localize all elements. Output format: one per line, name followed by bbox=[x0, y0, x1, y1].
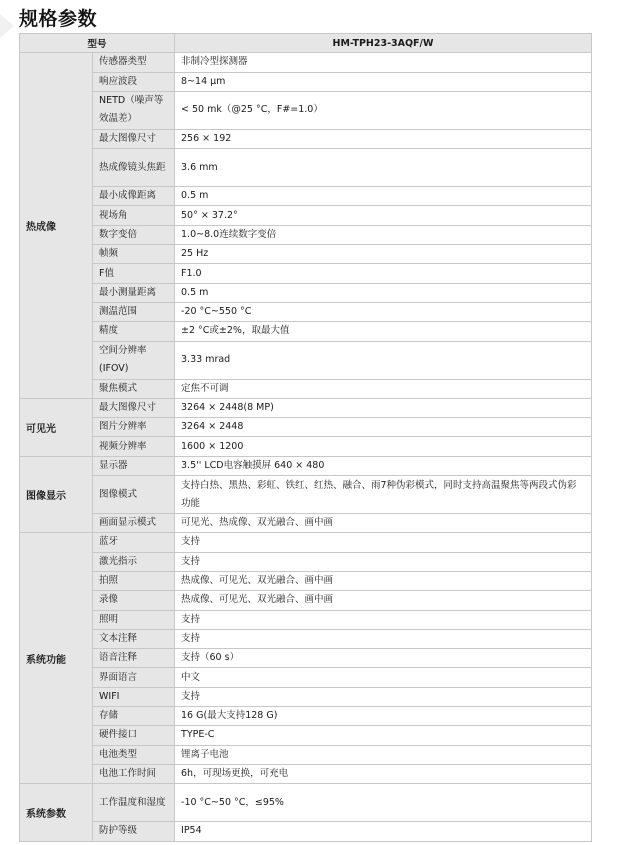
spec-label: 蓝牙 bbox=[93, 533, 175, 552]
spec-table-body bbox=[20, 53, 592, 841]
spec-value: 支持白热、黑热、彩虹、铁红、红热、融合、雨7种伪彩模式，同时支持高温聚焦等两段式伪彩功能 bbox=[175, 476, 592, 514]
spec-label: 存储 bbox=[93, 707, 175, 726]
table-row bbox=[20, 629, 592, 648]
spec-value: 非制冷型探测器 bbox=[175, 53, 592, 72]
spec-label: 图像模式 bbox=[93, 476, 175, 514]
spec-table bbox=[19, 33, 592, 842]
table-row bbox=[20, 610, 592, 629]
spec-label: NETD（噪声等效温差） bbox=[93, 91, 175, 129]
table-row bbox=[20, 687, 592, 706]
spec-label: 帧频 bbox=[93, 245, 175, 264]
spec-label: 硬件接口 bbox=[93, 726, 175, 745]
spec-value: 中文 bbox=[175, 668, 592, 687]
spec-label: 激光指示 bbox=[93, 552, 175, 571]
table-row bbox=[20, 283, 592, 302]
table-row bbox=[20, 225, 592, 244]
spec-value: 可见光、热成像、双光融合、画中画 bbox=[175, 514, 592, 533]
spec-value: 支持 bbox=[175, 533, 592, 552]
spec-label: 工作温度和湿度 bbox=[93, 784, 175, 822]
spec-label: 热成像镜头焦距 bbox=[93, 149, 175, 187]
spec-label: 电池工作时间 bbox=[93, 764, 175, 783]
spec-value: 支持（60 s） bbox=[175, 649, 592, 668]
spec-label: 防护等级 bbox=[93, 822, 175, 841]
spec-value: 8~14 μm bbox=[175, 72, 592, 91]
table-row bbox=[20, 72, 592, 91]
table-row bbox=[20, 91, 592, 129]
table-row bbox=[20, 149, 592, 187]
spec-value: TYPE-C bbox=[175, 726, 592, 745]
spec-label: 照明 bbox=[93, 610, 175, 629]
spec-value: 热成像、可见光、双光融合、画中画 bbox=[175, 591, 592, 610]
spec-value: ±2 °C或±2%，取最大值 bbox=[175, 322, 592, 341]
group-label: 系统参数 bbox=[20, 784, 93, 841]
spec-value: -20 °C~550 °C bbox=[175, 302, 592, 321]
spec-value: 3264 × 2448 bbox=[175, 418, 592, 437]
table-row bbox=[20, 784, 592, 822]
spec-label: 图片分辨率 bbox=[93, 418, 175, 437]
table-row bbox=[20, 129, 592, 148]
table-row bbox=[20, 418, 592, 437]
spec-value: 50° × 37.2° bbox=[175, 206, 592, 225]
spec-label: 传感器类型 bbox=[93, 53, 175, 72]
table-row bbox=[20, 302, 592, 321]
spec-label: 数字变倍 bbox=[93, 225, 175, 244]
spec-label: 最小成像距离 bbox=[93, 187, 175, 206]
table-row bbox=[20, 456, 592, 475]
spec-label: 语音注释 bbox=[93, 649, 175, 668]
spec-value: 25 Hz bbox=[175, 245, 592, 264]
group-label: 可见光 bbox=[20, 398, 93, 456]
table-row bbox=[20, 726, 592, 745]
table-row bbox=[20, 379, 592, 398]
table-row bbox=[20, 822, 592, 841]
table-row bbox=[20, 476, 592, 514]
spec-value: 定焦不可调 bbox=[175, 379, 592, 398]
spec-label: 响应波段 bbox=[93, 72, 175, 91]
spec-label: 文本注释 bbox=[93, 629, 175, 648]
table-row bbox=[20, 398, 592, 417]
table-row bbox=[20, 322, 592, 341]
table-row bbox=[20, 707, 592, 726]
table-header-row bbox=[20, 34, 592, 53]
spec-label: 测温范围 bbox=[93, 302, 175, 321]
table-row bbox=[20, 264, 592, 283]
spec-value: 支持 bbox=[175, 629, 592, 648]
spec-value: 6h，可现场更换，可充电 bbox=[175, 764, 592, 783]
spec-label: 聚焦模式 bbox=[93, 379, 175, 398]
spec-value: 0.5 m bbox=[175, 187, 592, 206]
model-number: HM-TPH23-3AQF/W bbox=[175, 34, 592, 53]
corner-decoration-icon bbox=[0, 8, 16, 44]
spec-label: 电池类型 bbox=[93, 745, 175, 764]
spec-label: 精度 bbox=[93, 322, 175, 341]
group-label: 热成像 bbox=[20, 53, 93, 399]
spec-value: 支持 bbox=[175, 687, 592, 706]
spec-label: 拍照 bbox=[93, 571, 175, 590]
table-row bbox=[20, 53, 592, 72]
spec-value: IP54 bbox=[175, 822, 592, 841]
table-row bbox=[20, 533, 592, 552]
spec-value: 3.6 mm bbox=[175, 149, 592, 187]
spec-label: F值 bbox=[93, 264, 175, 283]
table-row bbox=[20, 649, 592, 668]
spec-value: 3.33 mrad bbox=[175, 341, 592, 379]
table-row bbox=[20, 206, 592, 225]
model-label: 型号 bbox=[20, 34, 175, 53]
spec-label: 最大图像尺寸 bbox=[93, 129, 175, 148]
spec-value: 1.0~8.0连续数字变倍 bbox=[175, 225, 592, 244]
spec-value: 256 × 192 bbox=[175, 129, 592, 148]
spec-label: 视频分辨率 bbox=[93, 437, 175, 456]
spec-label: 视场角 bbox=[93, 206, 175, 225]
spec-label: 画面显示模式 bbox=[93, 514, 175, 533]
table-row bbox=[20, 341, 592, 379]
table-row bbox=[20, 552, 592, 571]
spec-value: 16 G(最大支持128 G) bbox=[175, 707, 592, 726]
spec-label: 录像 bbox=[93, 591, 175, 610]
table-row bbox=[20, 745, 592, 764]
spec-value: 1600 × 1200 bbox=[175, 437, 592, 456]
spec-value: 热成像、可见光、双光融合、画中画 bbox=[175, 571, 592, 590]
table-row bbox=[20, 764, 592, 783]
group-label: 系统功能 bbox=[20, 533, 93, 784]
spec-value: 3264 × 2448(8 MP) bbox=[175, 398, 592, 417]
spec-value: 0.5 m bbox=[175, 283, 592, 302]
spec-label: 最小测量距离 bbox=[93, 283, 175, 302]
spec-label: WIFI bbox=[93, 687, 175, 706]
table-row bbox=[20, 187, 592, 206]
spec-label: 最大图像尺寸 bbox=[93, 398, 175, 417]
table-row bbox=[20, 245, 592, 264]
spec-label: 显示器 bbox=[93, 456, 175, 475]
spec-value: < 50 mk（@25 °C，F#=1.0） bbox=[175, 91, 592, 129]
spec-value: 支持 bbox=[175, 552, 592, 571]
spec-label: 空间分辨率(IFOV) bbox=[93, 341, 175, 379]
table-row bbox=[20, 514, 592, 533]
spec-value: -10 °C~50 °C，≤95% bbox=[175, 784, 592, 822]
table-row bbox=[20, 571, 592, 590]
table-row bbox=[20, 437, 592, 456]
table-row bbox=[20, 591, 592, 610]
spec-value: 锂离子电池 bbox=[175, 745, 592, 764]
spec-label: 界面语言 bbox=[93, 668, 175, 687]
group-label: 图像显示 bbox=[20, 456, 93, 533]
spec-value: F1.0 bbox=[175, 264, 592, 283]
spec-value: 支持 bbox=[175, 610, 592, 629]
table-row bbox=[20, 668, 592, 687]
spec-value: 3.5'' LCD电容触摸屏 640 × 480 bbox=[175, 456, 592, 475]
page-title: 规格参数 bbox=[19, 8, 98, 30]
